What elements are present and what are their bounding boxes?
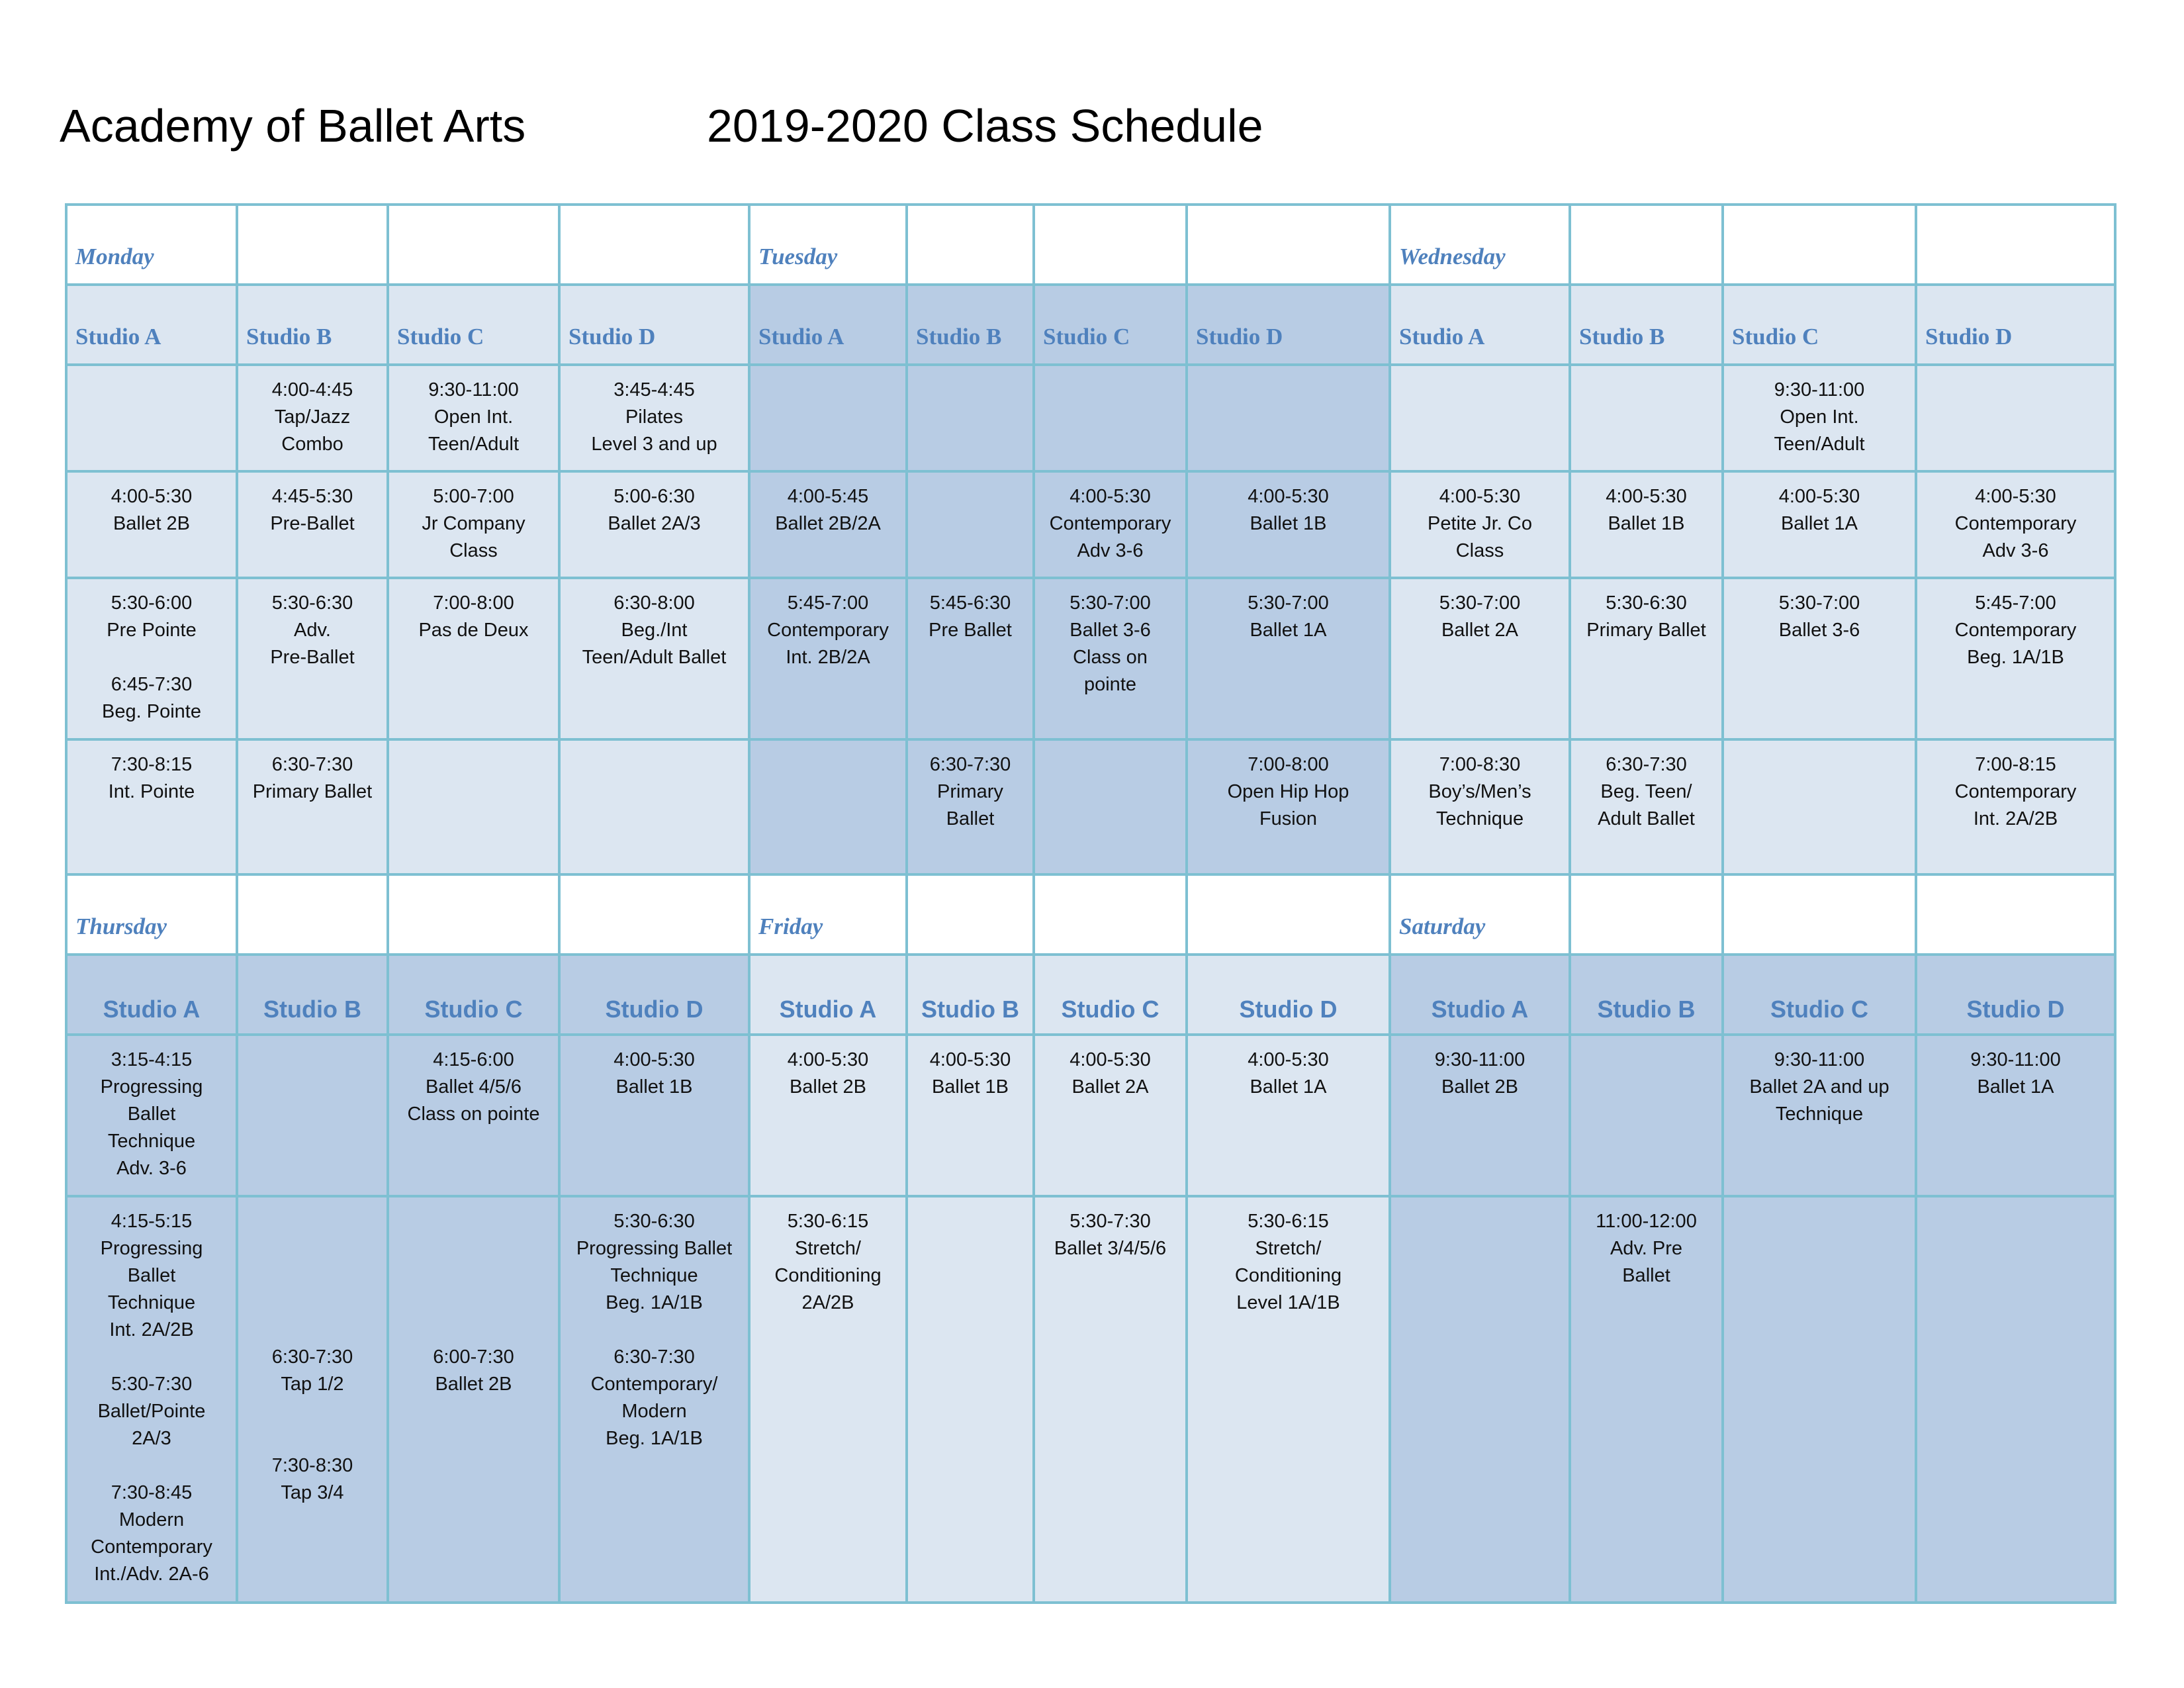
day-header-cell (237, 874, 388, 955)
class-entry: 4:00-5:45 Ballet 2B/2A (775, 486, 881, 534)
studio-label: Studio A (1431, 996, 1529, 1023)
class-cell (66, 1196, 237, 1603)
class-cell (1916, 365, 2115, 471)
class-cell (559, 471, 749, 578)
studio-label: Studio A (103, 996, 201, 1023)
day-header-cell (1570, 874, 1723, 955)
class-entry: 4:00-4:45 Tap/Jazz Combo (271, 379, 353, 455)
class-cell (559, 1196, 749, 1603)
class-entry (908, 473, 1032, 489)
class-cell (1916, 1035, 2115, 1196)
day-header-cell (907, 205, 1034, 285)
studio-label: Studio C (1043, 324, 1130, 350)
class-cell (749, 739, 907, 874)
studio-label: Studio B (246, 324, 332, 350)
class-entry: 3:15-4:15 Progressing Ballet Technique Adv. 3-6 (100, 1049, 203, 1179)
class-cell (1390, 1035, 1570, 1196)
studio-header-cell (1723, 955, 1916, 1035)
class-entry: 5:30-7:30 Ballet 3/4/5/6 (1054, 1211, 1167, 1259)
day-label: Tuesday (758, 244, 838, 269)
day-header-cell (1187, 205, 1390, 285)
class-entry: 4:00-5:30 Ballet 2A (1069, 1049, 1151, 1098)
studio-header-cell (1916, 285, 2115, 365)
class-entry: 7:00-8:15 Contemporary Int. 2A/2B (1954, 754, 2077, 829)
day-label: Thursday (75, 914, 167, 939)
studio-label: Studio D (1196, 324, 1283, 350)
class-cell (388, 365, 559, 471)
studio-header-cell (1187, 955, 1390, 1035)
class-cell (66, 739, 237, 874)
class-cell (1390, 471, 1570, 578)
schedule-row (66, 1196, 2115, 1603)
studio-label: Studio C (1061, 996, 1160, 1023)
class-entry: 4:00-5:30 Ballet 1B (1248, 486, 1329, 534)
class-entry: 4:00-5:30 Ballet 1B (1606, 486, 1687, 534)
class-cell (1187, 739, 1390, 874)
class-cell (1390, 365, 1570, 471)
top-studio-row (66, 285, 2115, 365)
class-entry: 6:30-7:30 Primary Ballet (929, 754, 1011, 829)
class-cell (237, 739, 388, 874)
day-header-cell (559, 874, 749, 955)
class-entry: 5:30-6:15 Stretch/ Conditioning 2A/2B (774, 1211, 882, 1313)
class-entry: 9:30-11:00 Open Int. Teen/Adult (1774, 379, 1865, 455)
studio-header-cell (749, 955, 907, 1035)
studio-header-cell (1723, 285, 1916, 365)
studio-label: Studio B (263, 996, 361, 1023)
schedule-row (66, 471, 2115, 578)
studio-header-cell (749, 285, 907, 365)
day-header-cell (1390, 205, 1570, 285)
class-cell (1916, 471, 2115, 578)
day-header-cell (388, 205, 559, 285)
class-cell (1916, 578, 2115, 739)
class-entry: 5:30-7:00 Ballet 3-6 Class on pointe (1069, 592, 1151, 695)
studio-header-cell (1034, 955, 1187, 1035)
class-entry: 4:00-5:30 Ballet 1A (1778, 486, 1860, 534)
class-cell (1187, 471, 1390, 578)
class-cell (1723, 739, 1916, 874)
class-entry (1917, 366, 2114, 382)
class-cell (907, 739, 1034, 874)
studio-label: Studio D (1925, 324, 2013, 350)
class-entry (1391, 1197, 1569, 1213)
class-cell (559, 578, 749, 739)
class-cell (66, 471, 237, 578)
class-entry: 4:00-5:30 Ballet 2B (787, 1049, 869, 1098)
bottom-studio-row (66, 955, 2115, 1035)
class-entry: 5:30-6:15 Stretch/ Conditioning Level 1A/1B (1234, 1211, 1342, 1313)
class-cell (1723, 1196, 1916, 1603)
class-cell (1723, 1035, 1916, 1196)
class-cell (1034, 1035, 1187, 1196)
class-entry: 9:30-11:00 Ballet 2A and up Technique (1749, 1049, 1889, 1125)
studio-header-cell (237, 955, 388, 1035)
class-cell (388, 1196, 559, 1603)
studio-header-cell (1034, 285, 1187, 365)
studio-label: Studio C (1770, 996, 1868, 1023)
studio-header-cell (1570, 955, 1723, 1035)
class-cell (1723, 578, 1916, 739)
class-entry: 11:00-12:00 Adv. Pre Ballet (1596, 1211, 1697, 1286)
class-entry: 5:30-7:00 Ballet 2A (1439, 592, 1521, 641)
day-header-cell (907, 874, 1034, 955)
day-header-cell (1034, 205, 1187, 285)
studio-label: Studio D (569, 324, 656, 350)
studio-label: Studio C (1732, 324, 1819, 350)
class-cell (237, 471, 388, 578)
studio-header-cell (1187, 285, 1390, 365)
day-header-cell (388, 874, 559, 955)
class-entry (908, 366, 1032, 382)
class-cell (907, 1035, 1034, 1196)
class-cell (1390, 1196, 1570, 1603)
studio-header-cell (907, 285, 1034, 365)
studio-header-cell (1916, 955, 2115, 1035)
class-entry: 7:00-8:30 Boy’s/Men’s Technique (1428, 754, 1531, 829)
class-entry: 5:30-7:00 Ballet 3-6 (1778, 592, 1860, 641)
class-entry: 4:45-5:30 Pre-Ballet (270, 486, 355, 534)
studio-label: Studio B (916, 324, 1002, 350)
class-entry: 6:30-7:30 Primary Ballet (252, 754, 373, 802)
class-entry: 6:30-8:00 Beg./Int Teen/Adult Ballet (582, 592, 727, 668)
schedule-title: 2019-2020 Class Schedule (707, 100, 1263, 152)
class-cell (749, 1035, 907, 1196)
class-entry: 5:30-7:00 Ballet 1A (1248, 592, 1329, 641)
studio-header-cell (1570, 285, 1723, 365)
day-label: Friday (758, 914, 823, 939)
class-cell (1187, 1196, 1390, 1603)
class-entry: 5:45-6:30 Pre Ballet (929, 592, 1012, 641)
studio-header-cell (907, 955, 1034, 1035)
top-day-row (66, 205, 2115, 285)
class-entry: 4:15-6:00 Ballet 4/5/6 Class on pointe (407, 1049, 540, 1125)
studio-label: Studio A (1399, 324, 1485, 350)
class-entry (1917, 1197, 2114, 1213)
class-cell (907, 1196, 1034, 1603)
class-entry: 7:00-8:00 Open Hip Hop Fusion (1227, 754, 1349, 829)
school-name: Academy of Ballet Arts (60, 100, 526, 152)
studio-header-cell (559, 955, 749, 1035)
class-entry (1188, 366, 1388, 382)
studio-label: Studio A (75, 324, 161, 350)
day-header-cell (1723, 874, 1916, 955)
class-cell (237, 1035, 388, 1196)
class-entry (1724, 1197, 1915, 1213)
class-cell (559, 739, 749, 874)
class-entry: 4:00-5:30 Ballet 1A (1248, 1049, 1329, 1098)
class-cell (1187, 578, 1390, 739)
class-cell (66, 1035, 237, 1196)
class-cell (237, 365, 388, 471)
day-label: Saturday (1399, 914, 1486, 939)
class-entry: 5:30-6:30 Progressing Ballet Technique Beg. 1A/1B 6:30-7:30 Contemporary/ Modern Beg. 1A/1B (576, 1211, 733, 1449)
class-cell (1570, 578, 1723, 739)
day-label: Wednesday (1399, 244, 1506, 269)
schedule-row (66, 578, 2115, 739)
class-entry: 5:30-6:30 Adv. Pre-Ballet (270, 592, 355, 668)
schedule-row (66, 365, 2115, 471)
class-cell (66, 578, 237, 739)
day-header-cell (749, 874, 907, 955)
studio-header-cell (1390, 285, 1570, 365)
class-cell (1570, 1035, 1723, 1196)
class-entry: 6:30-7:30 Beg. Teen/ Adult Ballet (1598, 754, 1695, 829)
class-entry: 6:30-7:30 Tap 1/2 7:30-8:30 Tap 3/4 (271, 1346, 353, 1503)
studio-header-cell (388, 955, 559, 1035)
studio-label: Studio B (921, 996, 1019, 1023)
class-entry: 3:45-4:45 Pilates Level 3 and up (591, 379, 717, 455)
class-cell (907, 365, 1034, 471)
studio-header-cell (237, 285, 388, 365)
class-entry: 7:30-8:15 Int. Pointe (108, 754, 195, 802)
schedule-row (66, 739, 2115, 874)
studio-label: Studio A (779, 996, 877, 1023)
class-entry (751, 366, 905, 382)
class-cell (1187, 1035, 1390, 1196)
class-cell (1570, 739, 1723, 874)
class-entry: 5:00-7:00 Jr Company Class (422, 486, 525, 561)
class-cell (1570, 471, 1723, 578)
class-cell (749, 365, 907, 471)
class-entry (1035, 366, 1185, 382)
class-entry: 5:45-7:00 Contemporary Beg. 1A/1B (1954, 592, 2077, 668)
day-header-cell (237, 205, 388, 285)
class-cell (749, 471, 907, 578)
schedule-row (66, 1035, 2115, 1196)
day-label: Monday (75, 244, 154, 269)
day-header-cell (1034, 874, 1187, 955)
day-header-cell (66, 874, 237, 955)
studio-label: Studio B (1579, 324, 1665, 350)
class-cell (1034, 365, 1187, 471)
class-cell (1390, 739, 1570, 874)
class-entry (1571, 1036, 1721, 1052)
class-cell (907, 578, 1034, 739)
class-entry: 7:00-8:00 Pas de Deux (418, 592, 529, 641)
class-entry (1571, 366, 1721, 382)
studio-header-cell (559, 285, 749, 365)
class-entry (751, 741, 905, 757)
class-entry: 5:30-6:30 Primary Ballet (1586, 592, 1706, 641)
class-entry (1035, 741, 1185, 757)
class-entry: 5:30-6:00 Pre Pointe 6:45-7:30 Beg. Pointe (102, 592, 201, 722)
class-entry (908, 1197, 1032, 1213)
day-header-cell (1570, 205, 1723, 285)
studio-label: Studio C (397, 324, 484, 350)
class-cell (1034, 1196, 1187, 1603)
studio-header-cell (388, 285, 559, 365)
class-entry (68, 366, 236, 382)
studio-label: Studio D (605, 996, 704, 1023)
class-entry (389, 741, 558, 757)
class-cell (1187, 365, 1390, 471)
class-entry: 5:45-7:00 Contemporary Int. 2B/2A (767, 592, 889, 668)
class-cell (388, 578, 559, 739)
class-entry: 4:00-5:30 Contemporary Adv 3-6 (1049, 486, 1171, 561)
day-header-cell (559, 205, 749, 285)
studio-label: Studio A (758, 324, 844, 350)
day-header-cell (749, 205, 907, 285)
class-cell (749, 1196, 907, 1603)
class-cell (1570, 1196, 1723, 1603)
class-cell (1570, 365, 1723, 471)
class-entry: 4:00-5:30 Ballet 1B (614, 1049, 695, 1098)
class-cell (1034, 471, 1187, 578)
class-schedule-table (65, 203, 2116, 1604)
class-cell (1916, 1196, 2115, 1603)
studio-label: Studio C (424, 996, 523, 1023)
class-entry (1724, 741, 1915, 757)
class-cell (1916, 739, 2115, 874)
class-cell (907, 471, 1034, 578)
class-cell (66, 365, 237, 471)
class-cell (237, 578, 388, 739)
class-entry: 9:30-11:00 Ballet 2B (1434, 1049, 1525, 1098)
class-cell (749, 578, 907, 739)
class-entry: 4:15-5:15 Progressing Ballet Technique Int. 2A/2B 5:30-7:30 Ballet/Pointe 2A/3 7:30-8:45 Modern Contemporary Int./Adv. 2A-6 (91, 1211, 212, 1585)
studio-label: Studio B (1597, 996, 1696, 1023)
day-header-cell (1916, 205, 2115, 285)
studio-label: Studio D (1239, 996, 1338, 1023)
class-entry (238, 1036, 387, 1052)
class-entry: 4:00-5:30 Ballet 2B (111, 486, 193, 534)
day-header-cell (1390, 874, 1570, 955)
class-entry (1391, 366, 1569, 382)
class-entry: 4:00-5:30 Ballet 1B (929, 1049, 1011, 1098)
class-cell (388, 1035, 559, 1196)
class-cell (1723, 471, 1916, 578)
class-cell (1034, 578, 1187, 739)
class-cell (388, 739, 559, 874)
class-entry (561, 741, 748, 757)
class-entry: 4:00-5:30 Contemporary Adv 3-6 (1954, 486, 2077, 561)
day-header-cell (1187, 874, 1390, 955)
class-cell (559, 365, 749, 471)
class-entry: 4:00-5:30 Petite Jr. Co Class (1428, 486, 1532, 561)
day-header-cell (66, 205, 237, 285)
class-entry: 9:30-11:00 Open Int. Teen/Adult (428, 379, 520, 455)
class-cell (388, 471, 559, 578)
bottom-day-row (66, 874, 2115, 955)
class-cell (1723, 365, 1916, 471)
studio-label: Studio D (1966, 996, 2065, 1023)
class-entry: 9:30-11:00 Ballet 1A (1970, 1049, 2061, 1098)
studio-header-cell (1390, 955, 1570, 1035)
studio-header-cell (66, 955, 237, 1035)
class-entry: 5:00-6:30 Ballet 2A/3 (608, 486, 701, 534)
day-header-cell (1723, 205, 1916, 285)
class-cell (1390, 578, 1570, 739)
class-entry: 6:00-7:30 Ballet 2B (433, 1346, 514, 1395)
class-cell (1034, 739, 1187, 874)
class-cell (237, 1196, 388, 1603)
day-header-cell (1916, 874, 2115, 955)
class-cell (559, 1035, 749, 1196)
studio-header-cell (66, 285, 237, 365)
